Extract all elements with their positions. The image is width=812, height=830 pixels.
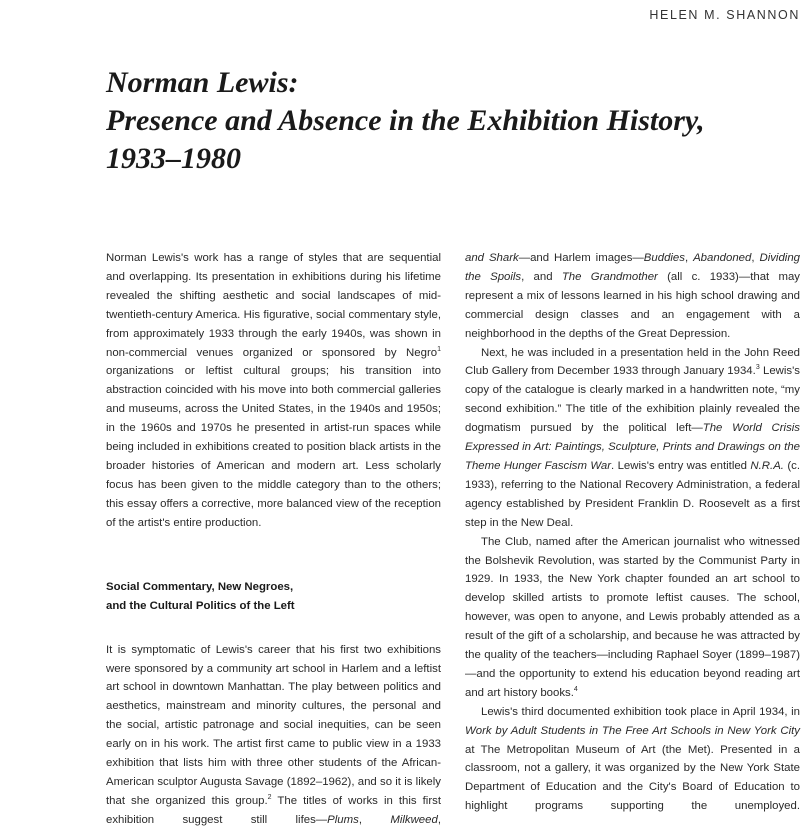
article-title (106, 64, 786, 178)
title-line-1: Norman Lewis: (106, 66, 299, 99)
continued-paragraph: and Shark—and Harlem images—Buddies, Abandoned, Dividing the Spoils, and The Grandmother (all c. 1933)—that may represent a mix of lessons learned in his high school drawing and commercial design classes and an engagement with a neighborhood in the depths of the Great Depression. (465, 252, 800, 340)
footnote-ref-1[interactable]: 1 (437, 345, 441, 353)
footnote-ref-4[interactable]: 4 (573, 686, 578, 694)
right-column (465, 249, 800, 816)
section-paragraph: It is symptomatic of Lewis's career that his first two exhibitions were sponsored by a community art school in Harlem and a leftist art school in downtown Manhattan. The play between politics and aesthetics, mainstream and minority cultures, the personal and the social, artistic patronage and social inequities, can be seen early on in his work. The artist first came to public view in a 1933 exhibition that lists him with three other students of the African-American sculptor Augusta Savage (1892–1962), and so it is likely that she organized this group.$^2$ The titles of works in this first exhibition suggest still lifes—Plums, Milkweed, (106, 643, 441, 826)
john-reed-paragraph: Next, he was included in a presentation held in the John Reed Club Gallery from December 1933 through January 1934.$^3$ Lewis's copy of the catalogue is clearly marked in a handwritten note, “my second exhibition.” The title of the exhibition plainly revealed the dogmatism pursued by the political left—The World Crisis Expressed in Art: Paintings, Sculpture, Prints and Drawings on the Theme Hunger Fascism War. Lewis's entry was entitled N.R.A. (c. 1933), referring to the National Recovery Administration, a federal agency established by President Franklin D. Roosevelt as a first step in the New Deal. (465, 346, 800, 529)
footnote-ref-2[interactable]: 2 (267, 794, 272, 802)
running-head: HELEN M. SHANNON (649, 8, 800, 22)
intro-paragraph: Norman Lewis's work has a range of styles that are sequential and overlapping. Its presentation in exhibitions during his lifetime revealed the shifting aesthetic and social landscapes of mid-twentieth-century America. His figurative, social commentary style, from approximately 1933 through the early 1940s, was shown in non-commercial venues organized or sponsored by Negro$^1$ organizations or leftist cultural groups; his transition into abstraction coincided with his move into both commercial galleries and museums, across the United States, in the 1940s and 1950s; in the 1960s and 1970s he presented in artist-run spaces while being included in exhibitions created to position black artists in the broader histories of American and modern art. Less scholarly focus has been given to the middle category than to the others; this essay offers a corrective, more balanced view of the reception of the artist's entire production. (106, 252, 441, 529)
section-heading: Social Commentary, New Negroes, and the Cultural Politics of the Left (106, 580, 295, 612)
met-paragraph: Lewis's third documented exhibition took place in April 1934, in Work by Adult Students in The Free Art Schools in New York City at The Metropolitan Museum of Art (the Met). Presented in a classroom, not a gallery, it was organized by the New York State Department of Education and the City's Board of Education to highlight programs supporting the unemployed. (465, 705, 800, 813)
left-column (106, 249, 441, 830)
title-line-2: Presence and Absence in the Exhibition History, (106, 104, 705, 137)
title-line-3: 1933–1980 (106, 142, 241, 175)
club-paragraph: The Club, named after the American journalist who witnessed the Bolshevik Revolution, was started by the Communist Party in 1929. In 1933, the New York chapter founded an art school to develop skilled artists to promote leftist causes. The school, however, was open to anyone, and Lewis probably attended as a result of the gift of a scholarship, and because he was attracted by the quality of the teachers—including Raphael Soyer (1899–1987)—and the opportunity to extend his education beyond reading art and art history books.$^4$ (465, 535, 800, 699)
footnote-ref-3[interactable]: 3 (755, 364, 760, 372)
